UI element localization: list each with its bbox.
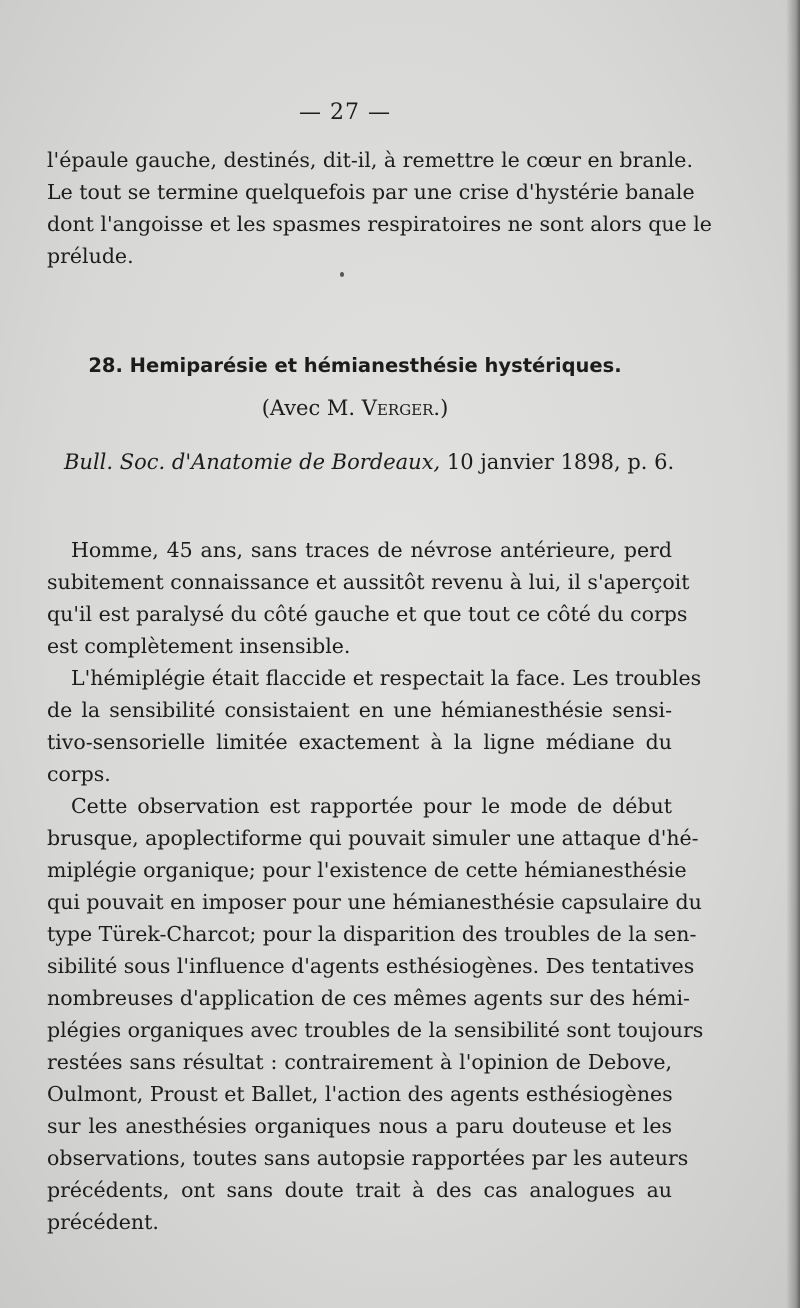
text-line: qui pouvait en imposer pour une hémianesthésie capsulaire du xyxy=(47,890,702,914)
text-line: prélude. xyxy=(47,244,134,268)
text-line: Oulmont, Proust et Ballet, l'action des agents esthésiogènes xyxy=(47,1082,673,1106)
paragraph-2 xyxy=(47,662,702,790)
page-edge-shadow xyxy=(786,0,800,1308)
section-citation xyxy=(64,450,674,474)
text-line: de la sensibilité consistaient en une hémianesthésie sensi- xyxy=(47,698,672,722)
coauthor-suffix: .) xyxy=(433,396,449,420)
text-line: précédent. xyxy=(47,1210,159,1234)
text-line: Le tout se termine quelquefois par une crise d'hystérie banale xyxy=(47,180,695,204)
text-line: nombreuses d'application de ces mêmes agents sur des hémi- xyxy=(47,986,690,1010)
text-line: Cette observation est rapportée pour le mode de début xyxy=(71,794,672,818)
text-line: plégies organiques avec troubles de la sensibilité sont toujours xyxy=(47,1018,704,1042)
text-line: Homme, 45 ans, sans traces de névrose antérieure, perd xyxy=(71,538,672,562)
text-line: subitement connaissance et aussitôt revenu à lui, il s'aperçoit xyxy=(47,570,690,594)
citation-journal: Bull. Soc. d'Anatomie de Bordeaux, xyxy=(64,450,441,474)
section-title: 28. Hemiparésie et hémianesthésie hystériques. xyxy=(88,354,622,377)
ink-speck xyxy=(340,272,344,277)
text-line: tivo-sensorielle limitée exactement à la ligne médiane du xyxy=(47,730,672,754)
text-line: observations, toutes sans autopsie rapportées par les auteurs xyxy=(47,1146,689,1170)
section-coauthor xyxy=(0,396,710,420)
text-line: l'épaule gauche, destinés, dit-il, à remettre le cœur en branle. xyxy=(47,148,693,172)
page-number: — 27 — xyxy=(299,100,391,125)
paragraph-1 xyxy=(47,534,690,662)
text-line: restées sans résultat : contrairement à l'opinion de Debove, xyxy=(47,1050,672,1074)
text-line: corps. xyxy=(47,762,111,786)
text-line: miplégie organique; pour l'existence de cette hémianesthésie xyxy=(47,858,687,882)
text-line: type Türek-Charcot; pour la disparition des troubles de la sen- xyxy=(47,922,697,946)
text-line: sur les anesthésies organiques nous a paru douteuse et les xyxy=(47,1114,672,1138)
text-line: brusque, apoplectiforme qui pouvait simuler une attaque d'hé- xyxy=(47,826,699,850)
text-line: dont l'angoisse et les spasmes respiratoires ne sont alors que le xyxy=(47,212,712,236)
text-line: sibilité sous l'influence d'agents esthésiogènes. Des tentatives xyxy=(47,954,695,978)
paragraph-3 xyxy=(47,790,704,1238)
text-line: est complètement insensible. xyxy=(47,634,351,658)
text-line: L'hémiplégie était flaccide et respectait la face. Les troubles xyxy=(71,666,702,690)
coauthor-prefix: (Avec M. xyxy=(261,396,362,420)
text-line: précédents, ont sans doute trait à des cas analogues au xyxy=(47,1178,672,1202)
text-line: qu'il est paralysé du côté gauche et que tout ce côté du corps xyxy=(47,602,688,626)
top-paragraph xyxy=(47,144,712,272)
citation-date: 10 janvier 1898, p. 6. xyxy=(440,450,675,474)
coauthor-name: Verger xyxy=(361,396,434,420)
